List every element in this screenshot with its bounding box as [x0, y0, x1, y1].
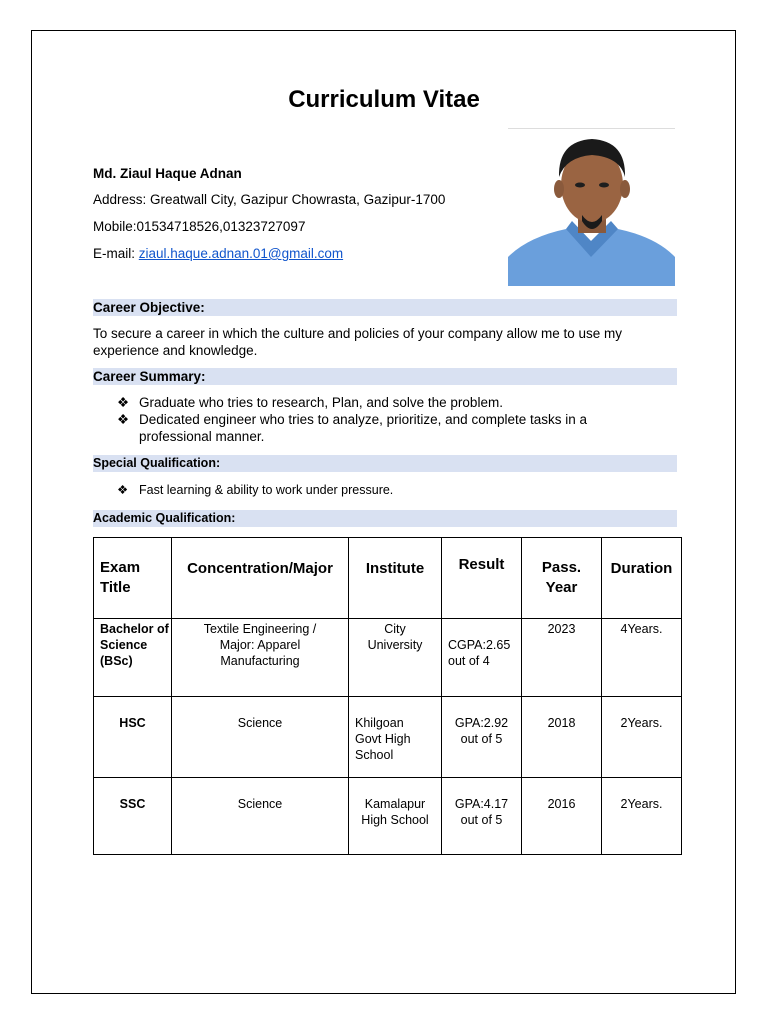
result-cell: CGPA:2.65 out of 4 — [442, 619, 522, 697]
career-objective-heading: Career Objective: — [93, 300, 205, 315]
table-row — [94, 778, 682, 855]
address-line: Address: Greatwall City, Gazipur Chowrasta, Gazipur-1700 — [93, 192, 446, 207]
year-cell: 2016 — [522, 778, 602, 855]
major-cell: Textile Engineering / Major: Apparel Manufacturing — [172, 619, 349, 697]
email-label: E-mail: — [93, 246, 139, 261]
exam-cell: HSC — [94, 697, 172, 778]
profile-photo — [508, 128, 675, 286]
email-link[interactable]: ziaul.haque.adnan.01@gmail.com — [138, 246, 344, 261]
career-summary-item: Dedicated engineer who tries to analyze, prioritize, and complete tasks in a professional manner. — [139, 412, 587, 444]
special-qualification-band — [93, 455, 677, 472]
year-cell: 2018 — [522, 697, 602, 778]
header-pass-year: Pass. Year — [522, 538, 602, 619]
career-summary-band — [93, 368, 677, 385]
header-duration: Duration — [602, 538, 682, 619]
institute-cell: Khilgoan Govt High School — [349, 697, 442, 778]
exam-cell: SSC — [94, 778, 172, 855]
major-cell: Science — [172, 697, 349, 778]
year-cell: 2023 — [522, 619, 602, 697]
duration-cell: 2Years. — [602, 778, 682, 855]
special-qualification-item: Fast learning & ability to work under pressure. — [139, 483, 394, 497]
diamond-bullet-icon: ❖ — [117, 483, 129, 497]
duration-cell: 2Years. — [602, 697, 682, 778]
table-row — [94, 697, 682, 778]
diamond-bullet-icon: ❖ — [117, 395, 130, 410]
career-objective-text: To secure a career in which the culture and policies of your company allow me to use my experience and knowledge. — [93, 326, 623, 358]
mobile-line: Mobile:01534718526,01323727097 — [93, 219, 306, 234]
header-institute: Institute — [349, 538, 442, 619]
table-row — [94, 619, 682, 697]
academic-qualification-heading: Academic Qualification: — [93, 511, 236, 525]
result-cell: GPA:4.17 out of 5 — [442, 778, 522, 855]
duration-cell: 4Years. — [602, 619, 682, 697]
academic-qualification-table — [93, 537, 682, 855]
candidate-name: Md. Ziaul Haque Adnan — [93, 166, 242, 181]
diamond-bullet-icon: ❖ — [117, 412, 130, 427]
exam-cell: Bachelor of Science (BSc) — [94, 619, 172, 697]
special-qualification-heading: Special Qualification: — [93, 456, 221, 470]
table-header-row — [94, 538, 682, 619]
header-exam-title: Exam Title — [94, 538, 172, 619]
result-cell: GPA:2.92 out of 5 — [442, 697, 522, 778]
career-objective-band — [93, 299, 677, 316]
institute-cell: City University — [349, 619, 442, 697]
academic-qualification-band — [93, 510, 677, 527]
header-result: Result — [442, 538, 522, 619]
email-line — [93, 246, 343, 261]
major-cell: Science — [172, 778, 349, 855]
career-summary-item: Graduate who tries to research, Plan, and solve the problem. — [139, 395, 503, 410]
career-summary-heading: Career Summary: — [93, 369, 206, 384]
institute-cell: Kamalapur High School — [349, 778, 442, 855]
header-concentration: Concentration/Major — [172, 538, 349, 619]
page-title: Curriculum Vitae — [288, 86, 480, 113]
